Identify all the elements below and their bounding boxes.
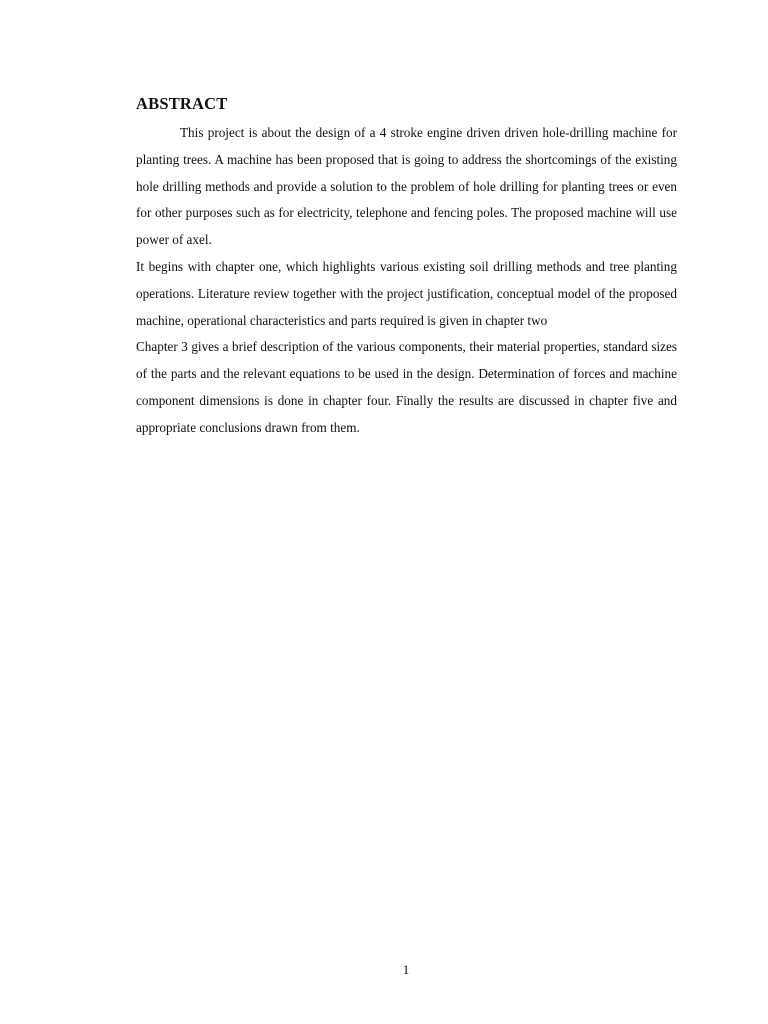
abstract-paragraph-3: Chapter 3 gives a brief description of the various components, their material properties, standard sizes of the parts and the relevant equations to be used in the design. Determination of forces and machine component dimensions is done in chapter four. Finally the results are discussed in chapter five and appropriate conclusions drawn from them. [136, 339, 677, 435]
page-content [136, 92, 677, 442]
page-number: 1 [402, 962, 410, 977]
abstract-paragraph-2: It begins with chapter one, which highlights various existing soil drilling methods and tree planting operations. Literature review together with the project justification, conceptual model of the proposed machine, operational characteristics and parts required is given in chapter two [136, 258, 677, 328]
abstract-paragraph-1: This project is about the design of a 4 stroke engine driven driven hole-drilling machine for planting trees. A machine has been proposed that is going to address the shortcomings of the existing hole drilling methods and provide a solution to the problem of hole drilling for planting trees or even for other purposes such as for electricity, telephone and fencing poles. The proposed machine will use power of axel. [136, 125, 677, 248]
abstract-heading: ABSTRACT [136, 94, 228, 113]
